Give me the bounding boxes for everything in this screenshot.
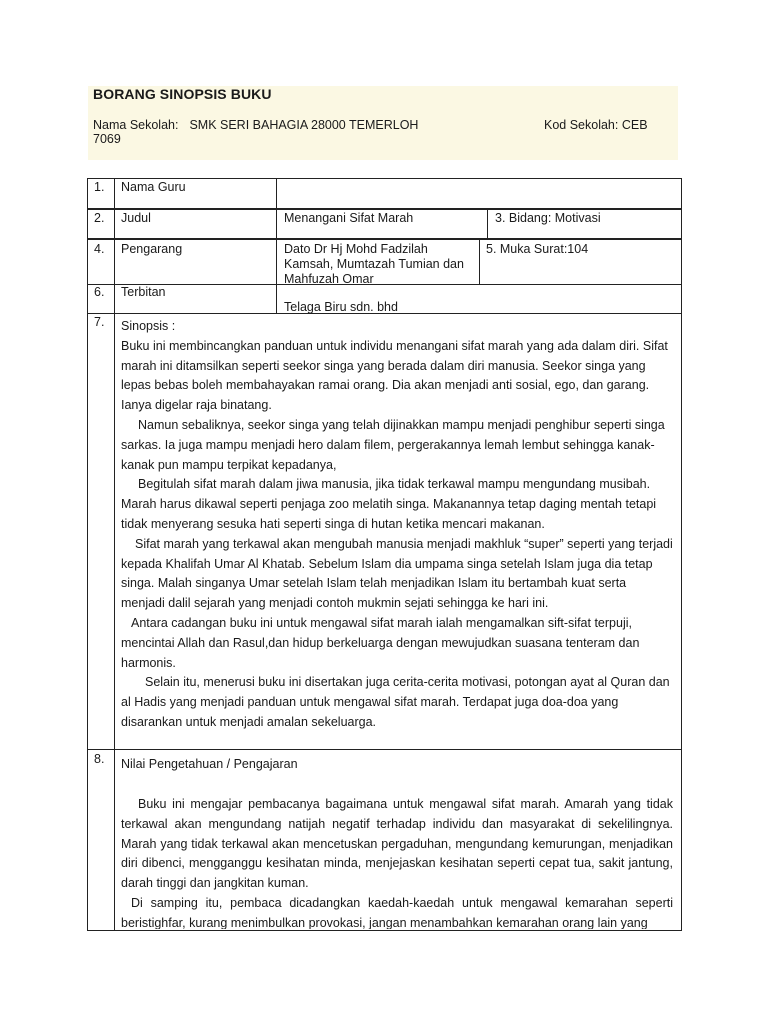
title-label: Judul: [121, 211, 151, 225]
book-title-value: Menangani Sifat Marah: [284, 211, 414, 225]
synopsis-paragraph: Buku ini membincangkan panduan untuk individu menangani sifat marah yang ada dalam diri. Sifat marah ini ditamsilkan seperti seekor singa yang berada dalam diri manusia. Seekor singa yang lepas bebas boleh membahayakan ramai orang. Dia akan menjadi anti sosial, ego, dan garang. Ianya digelar raja binatang.: [121, 338, 668, 413]
table-border: [87, 208, 682, 210]
publisher-value: Telaga Biru sdn. bhd: [284, 300, 398, 314]
form-title: BORANG SINOPSIS BUKU: [93, 86, 272, 102]
school-code-value: 7069: [93, 132, 121, 146]
table-border: [114, 178, 115, 931]
value-paragraph: Buku ini mengajar pembacanya bagaimana untuk mengawal sifat marah. Amarah yang tidak terkawal akan mengundang natijah negatif terhadap individu dan masyarakat di sekelilingnya. Marah yang tidak terkawal akan mencetuskan pergaduhan, mengundang kemurungan, menjadikan diri dibenci, mengganggu kesihatan minda, menjejaskan kesihatan seperti cepat tua, sakit jantung, darah tinggi dan jangkitan kuman.: [121, 797, 673, 891]
field-info: 3. Bidang: Motivasi: [495, 211, 601, 225]
value-paragraph: Di samping itu, pembaca dicadangkan kaedah-kaedah untuk mengawal kemarahan seperti beristighfar, kurang menimbulkan provokasi, jangan menambahkan kemarahan orang lain yang: [121, 895, 673, 929]
publisher-label: Terbitan: [121, 285, 166, 299]
author-label: Pengarang: [121, 242, 183, 256]
value-section-label-wrap: [121, 755, 673, 775]
table-border: [87, 178, 88, 931]
table-border: [276, 178, 277, 314]
school-label: Nama Sekolah:: [93, 118, 179, 132]
synopsis-section: [121, 317, 673, 733]
table-border: [87, 178, 682, 179]
synopsis-paragraph: Begitulah sifat marah dalam jiwa manusia, jika tidak terkawal mampu mengundang musibah. Marah harus dikawal seperti penjaga zoo melatih singa. Makanannya tetap daging mentah tetapi tidak menyerang sesuka hati seperti singa di hutan ketika mencari makanan.: [121, 477, 657, 531]
school-name: SMK SERI BAHAGIA 28000 TEMERLOH: [189, 118, 419, 132]
table-border: [479, 239, 480, 285]
table-border: [87, 930, 682, 931]
value-section: [121, 795, 673, 929]
row-number: 1.: [94, 180, 105, 194]
teacher-name-label: Nama Guru: [121, 180, 186, 194]
synopsis-paragraph: Selain itu, menerusi buku ini disertakan juga cerita-cerita motivasi, potongan ayat al Quran dan al Hadis yang menjadi panduan untuk mengawal sifat marah. Terdapat juga doa-doa yang disarankan untuk menjadi amalan sekeluarga.: [121, 675, 670, 729]
author-value: Dato Dr Hj Mohd Fadzilah Kamsah, Mumtazah Tumian dan Mahfuzah Omar: [284, 242, 464, 286]
table-border: [681, 178, 682, 931]
synopsis-paragraph: Namun sebaliknya, seekor singa yang telah dijinakkan mampu menjadi penghibur seperti singa sarkas. Ia juga mampu menjadi hero dalam filem, pergerakannya lemah lembut sehingga kanak-kanak pun mampu terpikat kepadanya,: [121, 417, 665, 472]
row-number: 8.: [94, 752, 105, 766]
school-code-label: Kod Sekolah: CEB: [544, 118, 648, 132]
table-border: [87, 238, 682, 240]
table-border: [87, 749, 682, 750]
synopsis-label: Sinopsis :: [121, 319, 176, 333]
synopsis-paragraph: Sifat marah yang terkawal akan mengubah manusia menjadi makhluk “super” seperti yang terjadi kepada Khalifah Umar Al Khatab. Sebelum Islam dia umpama singa setelah Islam juga dia tetap singa. Malah singanya Umar setelah Islam telah menjadikan Islam itu bertambah kuat serta menjadi dalil sejarah yang menjadi contoh mukmin sejati sehingga ke hari ini.: [121, 536, 673, 611]
row-number: 7.: [94, 315, 105, 329]
row-number: 4.: [94, 242, 105, 256]
synopsis-paragraph: Antara cadangan buku ini untuk mengawal sifat marah ialah mengamalkan sift-sifat terpuji, mencintai Allah dan Rasul,dan hidup berkeluarga dengan mewujudkan suasana tenteram dan harmonis.: [121, 615, 640, 670]
value-section-label: Nilai Pengetahuan / Pengajaran: [121, 757, 298, 771]
row-number: 2.: [94, 211, 105, 225]
table-border: [487, 209, 488, 239]
page-count-info: 5. Muka Surat:104: [486, 242, 589, 256]
row-number: 6.: [94, 285, 105, 299]
